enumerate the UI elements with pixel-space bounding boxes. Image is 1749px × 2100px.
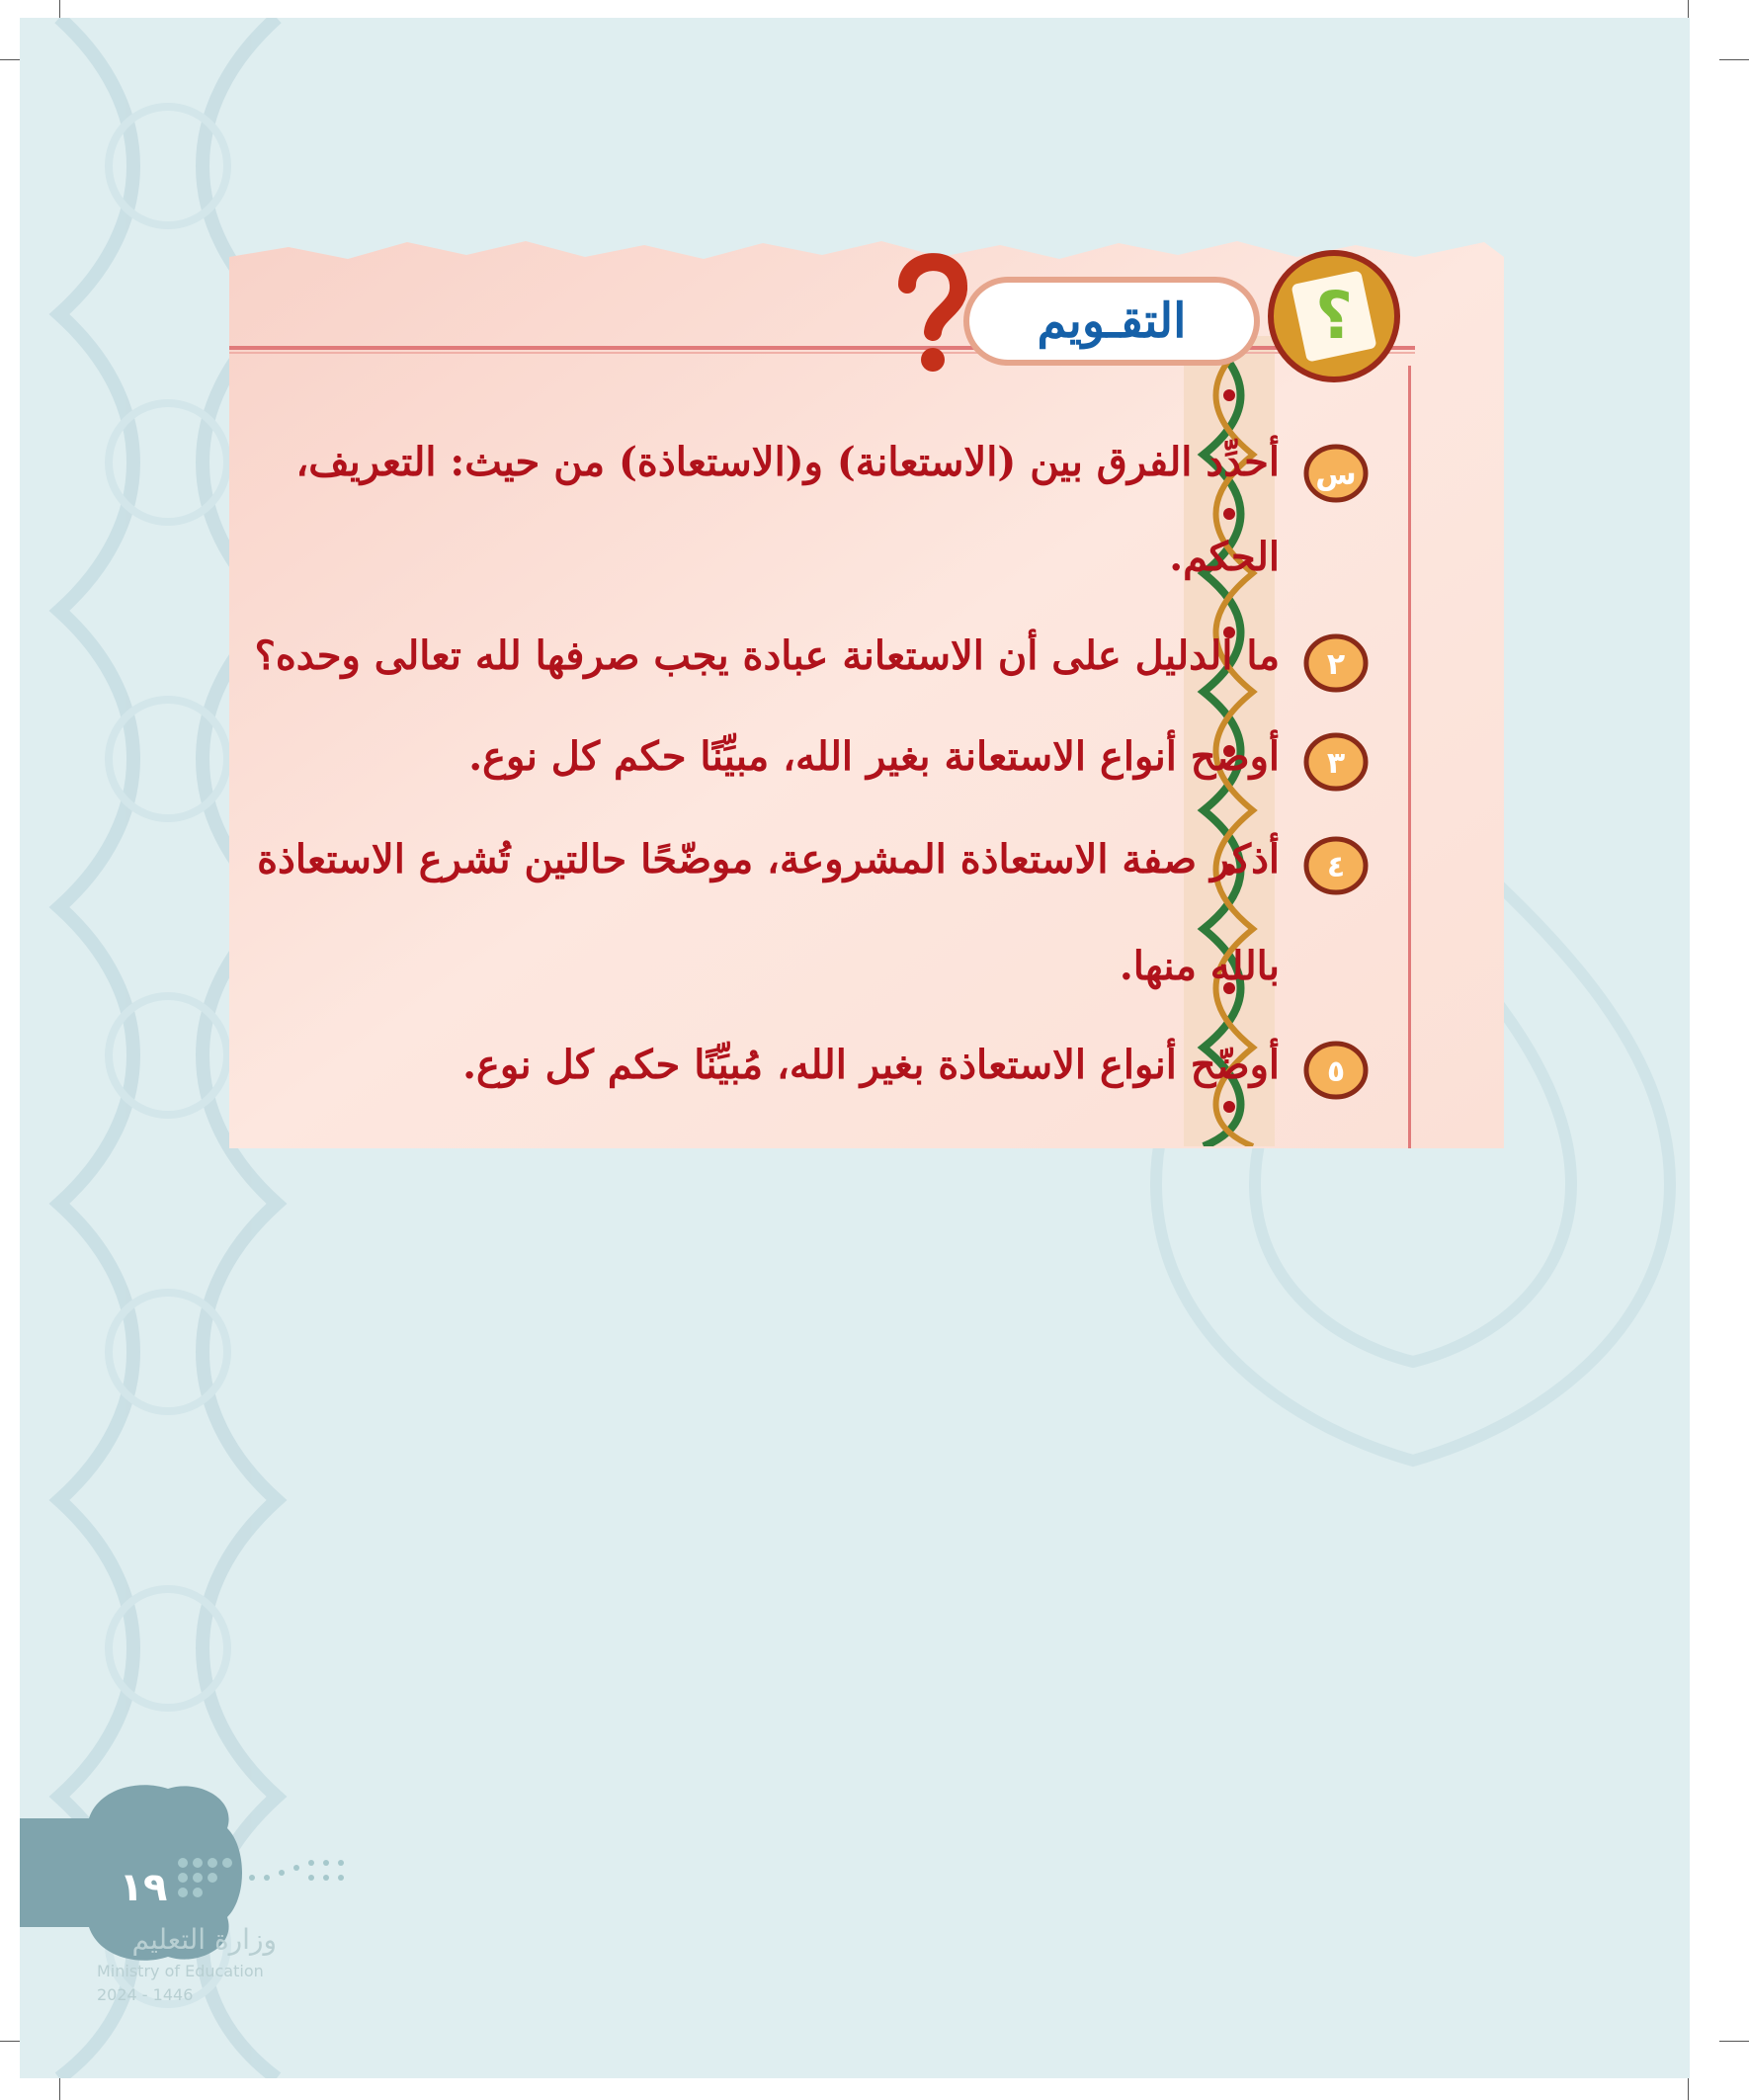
question-4-line-2: بالله منها. — [1119, 943, 1280, 989]
question-number-icon — [1302, 632, 1370, 694]
question-number-icon — [1302, 1040, 1370, 1101]
ministry-logo-icon — [173, 1848, 351, 1907]
question-5-line-1: أوضّح أنواع الاستعاذة بغير الله، مُبيِّنًا حكم كل نوع. — [462, 1042, 1280, 1088]
section-title: التقـويم — [1037, 294, 1187, 349]
crop-mark — [1719, 2041, 1749, 2042]
crop-mark — [1719, 59, 1749, 60]
question-number: س — [1315, 458, 1357, 492]
ministry-name-arabic: وزارة التعليم — [131, 1923, 277, 1956]
question-number-icon — [1302, 835, 1370, 896]
ministry-name-english: Ministry of Education — [97, 1962, 264, 1980]
ministry-year: 2024 - 1446 — [97, 1985, 194, 2004]
question-4-line-1: أذكر صفة الاستعاذة المشروعة، موضّحًا حالتين تُشرع الاستعاذة — [257, 836, 1280, 882]
question-number-icon — [1302, 731, 1370, 793]
vertical-rule — [1408, 366, 1411, 1148]
svg-text:؟: ؟ — [1314, 278, 1354, 354]
question-number: ٢ — [1326, 647, 1346, 682]
question-2-line-1: ما الدليل على أن الاستعانة عبادة يجب صرفها لله تعالى وحده؟ — [254, 632, 1280, 679]
question-number-icon — [1302, 443, 1370, 504]
question-number: ٥ — [1326, 1054, 1346, 1089]
question-number: ٣ — [1326, 746, 1346, 781]
question-badge-icon — [1265, 247, 1403, 385]
question-1-line-2: الحكم. — [1169, 534, 1280, 580]
question-1-line-1: أحدِّد الفرق بين (الاستعانة) و(الاستعاذة) من حيث: التعريف، — [295, 439, 1280, 485]
question-mark-icon — [887, 247, 976, 376]
question-3-line-1: أوضح أنواع الاستعانة بغير الله، مبيِّنًا حكم كل نوع. — [468, 733, 1280, 780]
page-number: ١٩ — [119, 1865, 168, 1910]
question-number: ٤ — [1326, 850, 1346, 884]
